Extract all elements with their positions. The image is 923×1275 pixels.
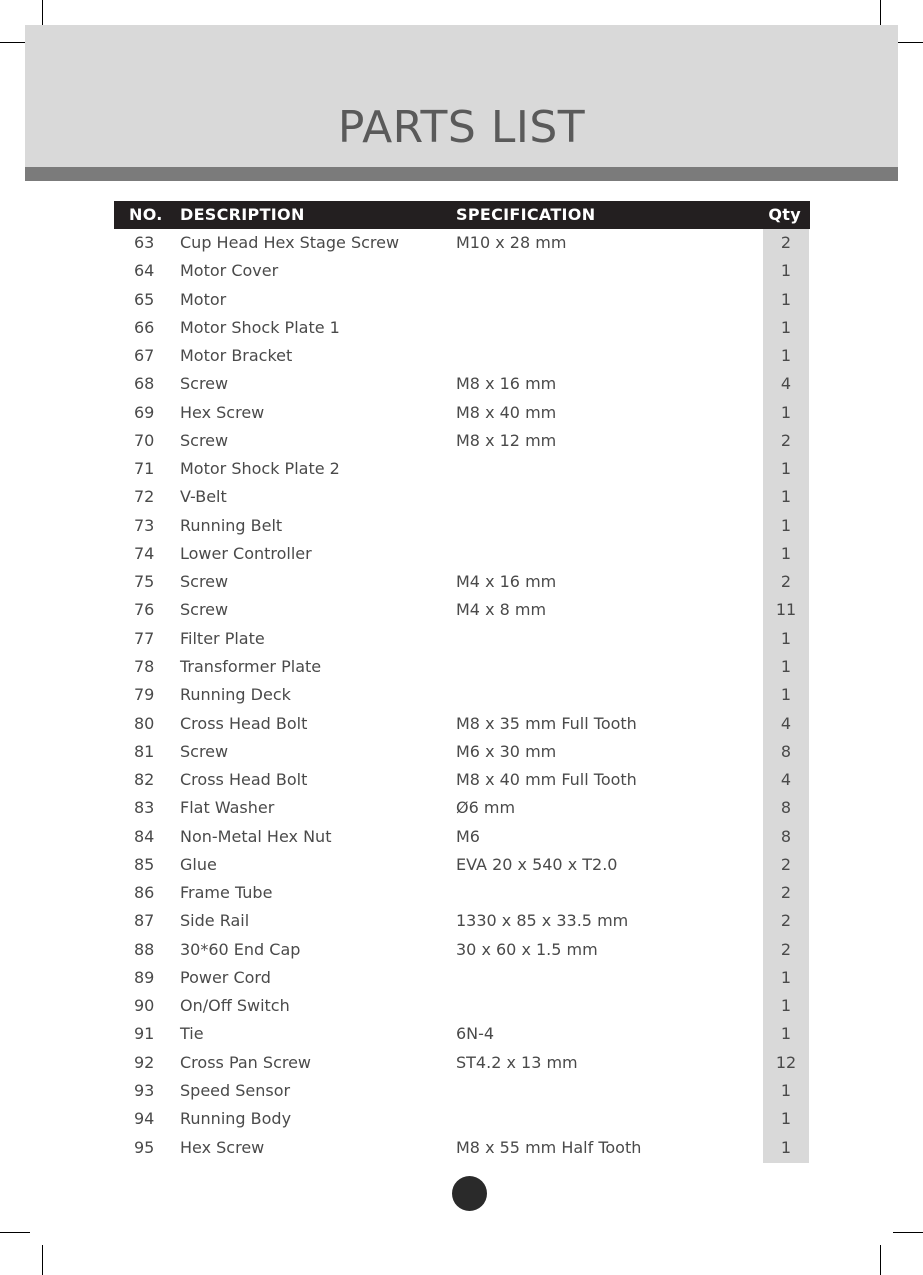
part-description: Cross Pan Screw <box>180 1052 312 1072</box>
part-qty: 1 <box>780 289 792 309</box>
header-qty: Qty <box>768 205 801 224</box>
part-number: 63 <box>134 233 155 252</box>
part-specification: EVA 20 x 540 x T2.0 <box>456 854 618 874</box>
part-description: Running Belt <box>180 515 283 535</box>
part-qty: 1 <box>780 459 792 479</box>
table-row <box>114 314 810 342</box>
part-description: Screw <box>180 572 229 592</box>
part-qty: 1 <box>780 515 792 535</box>
part-number: 88 <box>134 939 155 959</box>
part-description: Filter Plate <box>180 628 265 648</box>
part-specification: M4 x 16 mm <box>456 572 557 592</box>
part-qty: 1 <box>780 996 792 1016</box>
table-row <box>114 625 810 653</box>
header-description: DESCRIPTION <box>180 205 305 224</box>
part-description: Non-Metal Hex Nut <box>180 826 332 846</box>
table-row <box>114 992 810 1020</box>
table-row <box>114 653 810 681</box>
part-description: 30*60 End Cap <box>180 939 301 959</box>
part-number: 70 <box>134 430 155 450</box>
table-row <box>114 257 810 285</box>
table-row <box>114 907 810 935</box>
part-number: 86 <box>134 883 155 903</box>
part-description: Side Rail <box>180 911 250 931</box>
part-number: 89 <box>134 967 155 987</box>
table-row <box>114 370 810 398</box>
part-specification: ST4.2 x 13 mm <box>456 1052 578 1072</box>
part-qty: 2 <box>780 430 792 450</box>
part-description: Screw <box>180 741 229 761</box>
part-qty: 4 <box>780 374 792 394</box>
part-description: Hex Screw <box>180 402 265 422</box>
part-description: Motor Cover <box>180 261 279 281</box>
part-qty: 4 <box>780 713 792 733</box>
part-description: Motor Shock Plate 2 <box>180 459 340 479</box>
part-qty: 2 <box>780 911 792 931</box>
table-row <box>114 483 810 511</box>
part-description: On/Off Switch <box>180 996 290 1016</box>
part-specification: M8 x 40 mm <box>456 402 557 422</box>
part-number: 95 <box>134 1137 155 1157</box>
part-description: Cross Head Bolt <box>180 713 308 733</box>
table-row <box>114 540 810 568</box>
table-row <box>114 427 810 455</box>
part-number: 90 <box>134 996 155 1016</box>
part-qty: 11 <box>775 600 797 620</box>
page-title: PARTS LIST <box>337 102 586 153</box>
part-specification: M8 x 16 mm <box>456 374 557 394</box>
table-row <box>114 936 810 964</box>
part-number: 83 <box>134 798 155 818</box>
part-qty: 1 <box>780 628 792 648</box>
part-description: Motor <box>180 289 227 309</box>
part-specification: M6 x 30 mm <box>456 741 557 761</box>
crop-mark <box>0 1232 30 1233</box>
part-number: 79 <box>134 685 155 705</box>
part-specification: M10 x 28 mm <box>456 233 567 252</box>
table-row <box>114 964 810 992</box>
part-description: Hex Screw <box>180 1137 265 1157</box>
table-row <box>114 399 810 427</box>
table-row <box>114 512 810 540</box>
part-number: 64 <box>134 261 155 281</box>
part-specification: M8 x 12 mm <box>456 430 557 450</box>
part-description: Screw <box>180 600 229 620</box>
part-specification: 6N-4 <box>456 1024 495 1044</box>
part-qty: 4 <box>780 770 792 790</box>
table-row <box>114 1105 810 1133</box>
part-number: 84 <box>134 826 155 846</box>
table-header <box>114 201 810 229</box>
part-qty: 1 <box>780 487 792 507</box>
part-description: Cup Head Hex Stage Screw <box>180 233 400 252</box>
table-row <box>114 823 810 851</box>
crop-mark <box>42 1245 43 1275</box>
part-description: V-Belt <box>180 487 227 507</box>
part-specification: M8 x 40 mm Full Tooth <box>456 770 637 790</box>
part-description: Lower Controller <box>180 543 312 563</box>
part-qty: 1 <box>780 543 792 563</box>
part-qty: 1 <box>780 1137 792 1157</box>
part-number: 75 <box>134 572 155 592</box>
part-description: Screw <box>180 374 229 394</box>
part-number: 94 <box>134 1109 155 1129</box>
part-qty: 8 <box>780 826 792 846</box>
part-qty: 1 <box>780 261 792 281</box>
table-row <box>114 342 810 370</box>
part-description: Flat Washer <box>180 798 275 818</box>
table-row <box>114 738 810 766</box>
part-number: 71 <box>134 459 155 479</box>
part-number: 81 <box>134 741 155 761</box>
part-description: Transformer Plate <box>180 656 322 676</box>
part-number: 82 <box>134 770 155 790</box>
part-qty: 1 <box>780 402 792 422</box>
part-description: Running Deck <box>180 685 291 705</box>
part-number: 93 <box>134 1080 155 1100</box>
table-row <box>114 1049 810 1077</box>
part-description: Motor Bracket <box>180 346 293 366</box>
part-description: Tie <box>180 1024 204 1044</box>
part-qty: 1 <box>780 656 792 676</box>
part-number: 68 <box>134 374 155 394</box>
part-number: 65 <box>134 289 155 309</box>
table-row <box>114 879 810 907</box>
part-number: 85 <box>134 854 155 874</box>
part-description: Cross Head Bolt <box>180 770 308 790</box>
part-qty: 1 <box>780 967 792 987</box>
part-specification: M6 <box>456 826 480 846</box>
part-number: 67 <box>134 346 155 366</box>
part-qty: 12 <box>775 1052 797 1072</box>
parts-table-body <box>114 229 810 1162</box>
part-number: 76 <box>134 600 155 620</box>
part-description: Frame Tube <box>180 883 273 903</box>
part-description: Running Body <box>180 1109 292 1129</box>
part-number: 80 <box>134 713 155 733</box>
part-number: 78 <box>134 656 155 676</box>
part-number: 69 <box>134 402 155 422</box>
part-specification: 1330 x 85 x 33.5 mm <box>456 911 629 931</box>
part-number: 73 <box>134 515 155 535</box>
part-number: 74 <box>134 543 155 563</box>
part-qty: 1 <box>780 1109 792 1129</box>
part-qty: 1 <box>780 685 792 705</box>
crop-mark <box>893 1232 923 1233</box>
part-description: Glue <box>180 854 217 874</box>
part-qty: 8 <box>780 798 792 818</box>
table-row <box>114 229 810 257</box>
table-row <box>114 1020 810 1048</box>
part-number: 66 <box>134 317 155 337</box>
part-qty: 1 <box>780 346 792 366</box>
part-qty: 1 <box>780 1024 792 1044</box>
part-number: 72 <box>134 487 155 507</box>
part-qty: 2 <box>780 233 792 252</box>
part-qty: 1 <box>780 1080 792 1100</box>
part-qty: 2 <box>780 883 792 903</box>
header-specification: SPECIFICATION <box>456 205 596 224</box>
table-row <box>114 710 810 738</box>
table-row <box>114 568 810 596</box>
part-description: Motor Shock Plate 1 <box>180 317 340 337</box>
part-description: Speed Sensor <box>180 1080 291 1100</box>
page-number-dot <box>452 1176 487 1211</box>
part-specification: M8 x 35 mm Full Tooth <box>456 713 637 733</box>
table-row <box>114 681 810 709</box>
header-stripe <box>25 167 898 181</box>
part-description: Power Cord <box>180 967 271 987</box>
part-qty: 2 <box>780 854 792 874</box>
part-specification: 30 x 60 x 1.5 mm <box>456 939 598 959</box>
part-specification: M4 x 8 mm <box>456 600 547 620</box>
table-row <box>114 766 810 794</box>
part-number: 92 <box>134 1052 155 1072</box>
part-qty: 8 <box>780 741 792 761</box>
header-no: NO. <box>129 205 163 224</box>
part-specification: Ø6 mm <box>456 798 516 818</box>
part-number: 87 <box>134 911 155 931</box>
crop-mark <box>880 1245 881 1275</box>
part-qty: 2 <box>780 572 792 592</box>
part-specification: M8 x 55 mm Half Tooth <box>456 1137 642 1157</box>
part-number: 77 <box>134 628 155 648</box>
part-qty: 1 <box>780 317 792 337</box>
table-row <box>114 794 810 822</box>
part-description: Screw <box>180 430 229 450</box>
table-row <box>114 851 810 879</box>
part-number: 91 <box>134 1024 155 1044</box>
table-row <box>114 455 810 483</box>
part-qty: 2 <box>780 939 792 959</box>
table-row <box>114 596 810 624</box>
table-row <box>114 1134 810 1162</box>
table-row <box>114 286 810 314</box>
table-row <box>114 1077 810 1105</box>
